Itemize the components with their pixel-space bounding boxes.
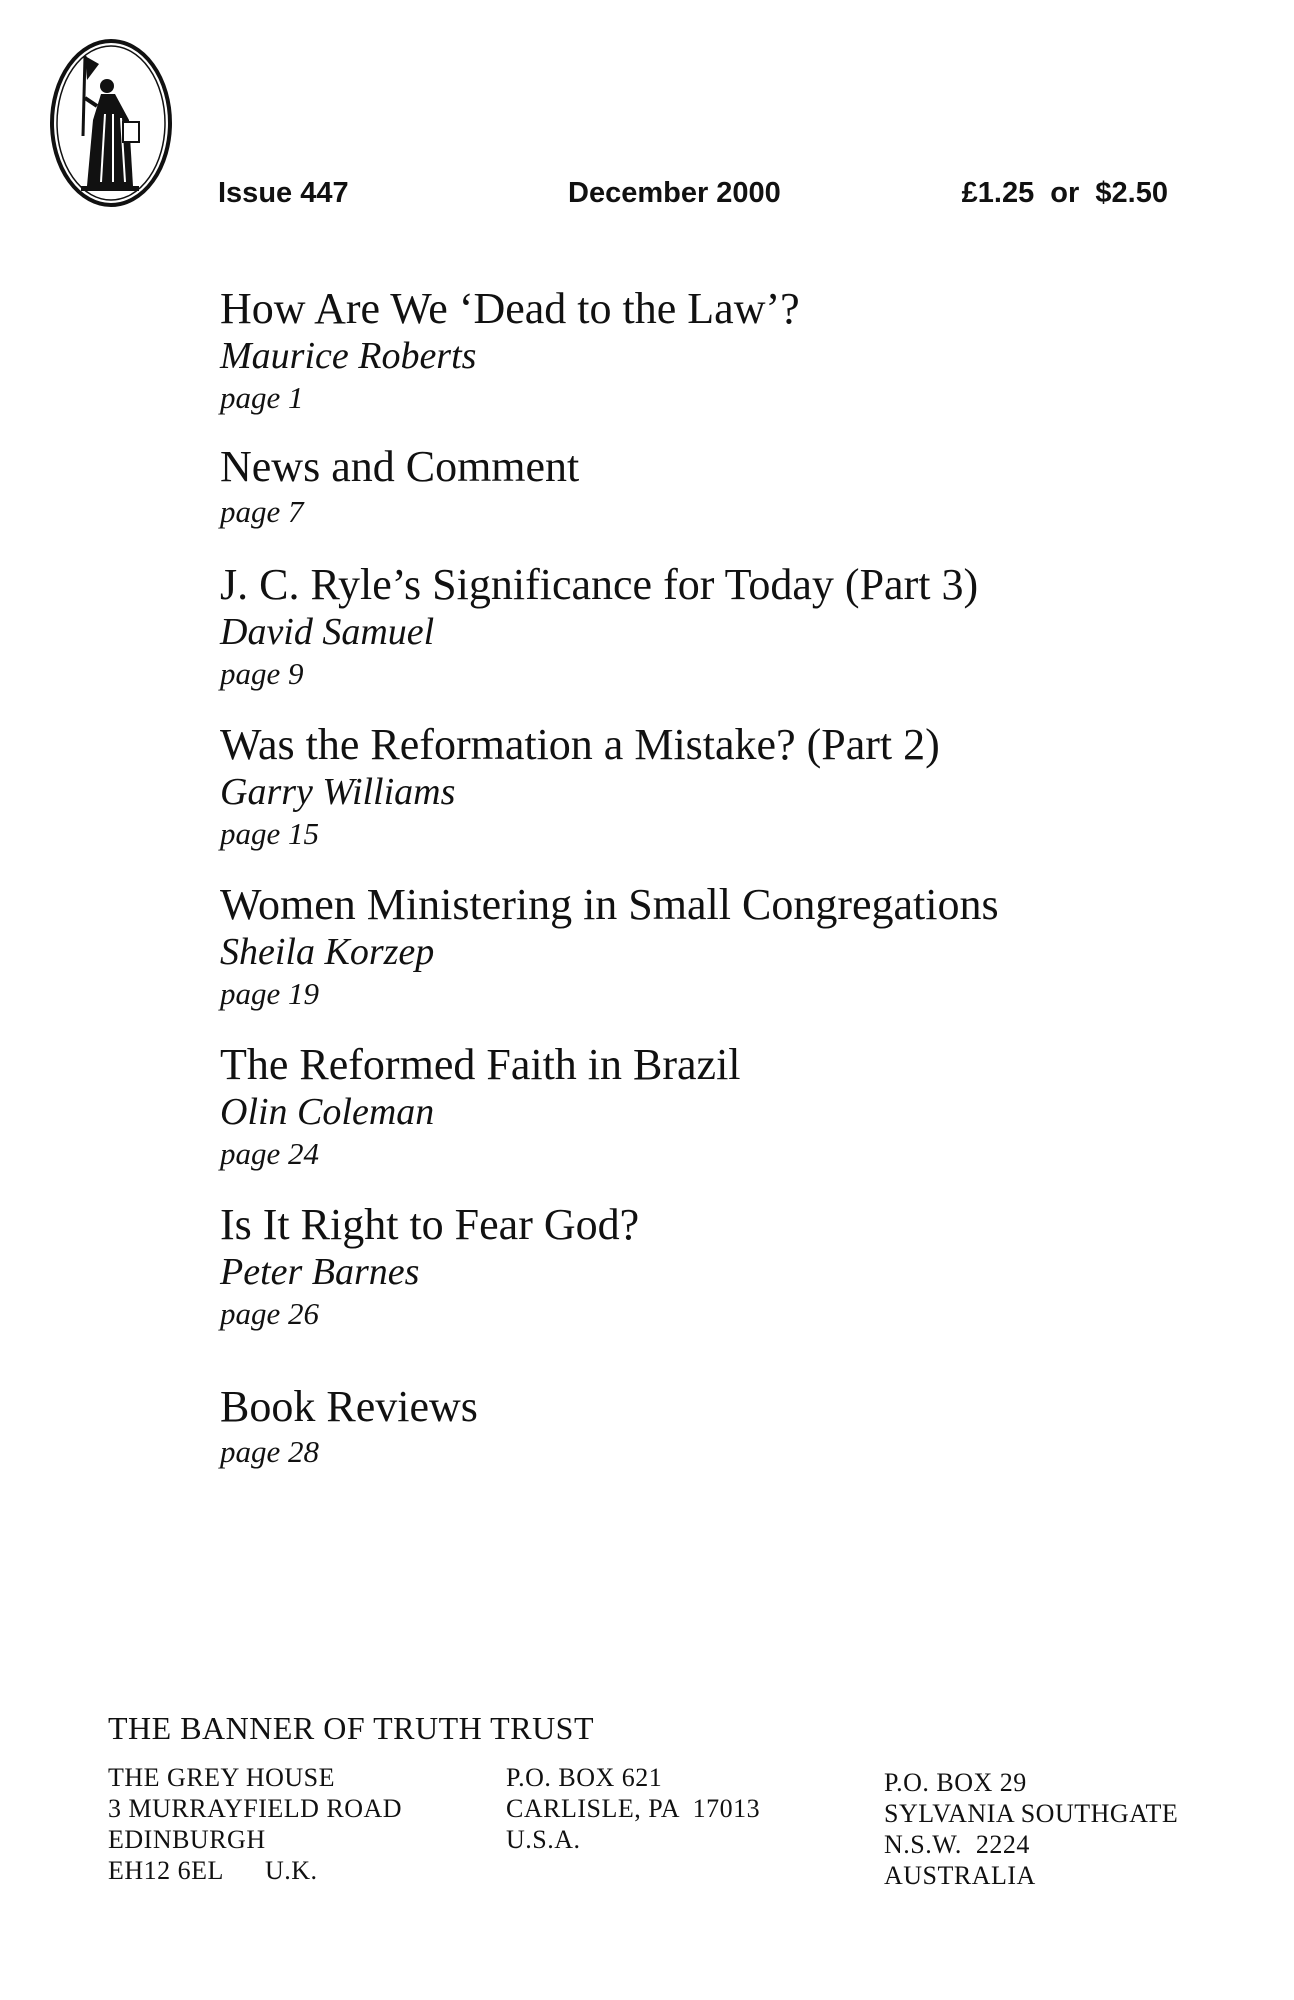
- article-title: Book Reviews: [220, 1382, 478, 1431]
- address-line: EDINBURGH: [108, 1825, 266, 1854]
- article-author: Olin Coleman: [220, 1091, 435, 1133]
- contents-entry[interactable]: [220, 560, 1250, 694]
- article-title: The Reformed Faith in Brazil: [220, 1040, 741, 1089]
- issue-price: £1.25 or $2.50: [961, 177, 1168, 209]
- article-author: Peter Barnes: [220, 1251, 420, 1293]
- article-page: page 28: [220, 1434, 320, 1469]
- address-line: U.S.A.: [506, 1825, 581, 1854]
- article-page: page 7: [220, 494, 304, 529]
- article-title: J. C. Ryle’s Significance for Today (Part 3): [220, 560, 979, 609]
- publisher-footer: [108, 1708, 1258, 1932]
- article-title: Is It Right to Fear God?: [220, 1200, 640, 1249]
- contents-entry[interactable]: [220, 442, 1250, 532]
- contents-entry[interactable]: [220, 720, 1250, 854]
- address-line: THE GREY HOUSE: [108, 1763, 336, 1792]
- article-title: News and Comment: [220, 442, 580, 491]
- address-line: EH12 6EL U.K.: [108, 1856, 318, 1885]
- article-title: How Are We ‘Dead to the Law’?: [220, 284, 800, 333]
- banner-figure-logo-icon: [47, 36, 175, 210]
- address-edinburgh: [108, 1762, 402, 1886]
- article-author: Sheila Korzep: [220, 931, 435, 973]
- article-title: Was the Reformation a Mistake? (Part 2): [220, 720, 940, 769]
- article-page: page 1: [220, 380, 304, 415]
- article-page: page 26: [220, 1296, 320, 1331]
- article-page: page 24: [220, 1136, 320, 1171]
- article-page: page 9: [220, 656, 304, 691]
- address-carlisle: [506, 1762, 760, 1855]
- article-author: Maurice Roberts: [220, 335, 477, 377]
- address-line: AUSTRALIA: [884, 1861, 1036, 1890]
- address-line: CARLISLE, PA 17013: [506, 1794, 761, 1823]
- issue-number: Issue 447: [218, 177, 349, 209]
- publisher-name: THE BANNER OF TRUTH TRUST: [108, 1710, 595, 1746]
- article-author: David Samuel: [220, 611, 435, 653]
- contents-entry[interactable]: [220, 1382, 1250, 1472]
- contents-entry[interactable]: [220, 1200, 1250, 1334]
- address-australia: [884, 1767, 1178, 1891]
- table-of-contents: [220, 284, 1250, 1472]
- contents-entry[interactable]: [220, 284, 1250, 418]
- article-page: page 15: [220, 816, 320, 851]
- address-line: 3 MURRAYFIELD ROAD: [108, 1794, 403, 1823]
- issue-date: December 2000: [568, 177, 781, 209]
- article-title: Women Ministering in Small Congregations: [220, 880, 999, 929]
- contents-entry[interactable]: [220, 1040, 1250, 1174]
- article-page: page 19: [220, 976, 320, 1011]
- address-line: SYLVANIA SOUTHGATE: [884, 1799, 1179, 1828]
- contents-entry[interactable]: [220, 880, 1250, 1014]
- address-line: P.O. BOX 621: [506, 1763, 663, 1792]
- article-author: Garry Williams: [220, 771, 456, 813]
- address-line: P.O. BOX 29: [884, 1768, 1027, 1797]
- address-line: N.S.W. 2224: [884, 1830, 1030, 1859]
